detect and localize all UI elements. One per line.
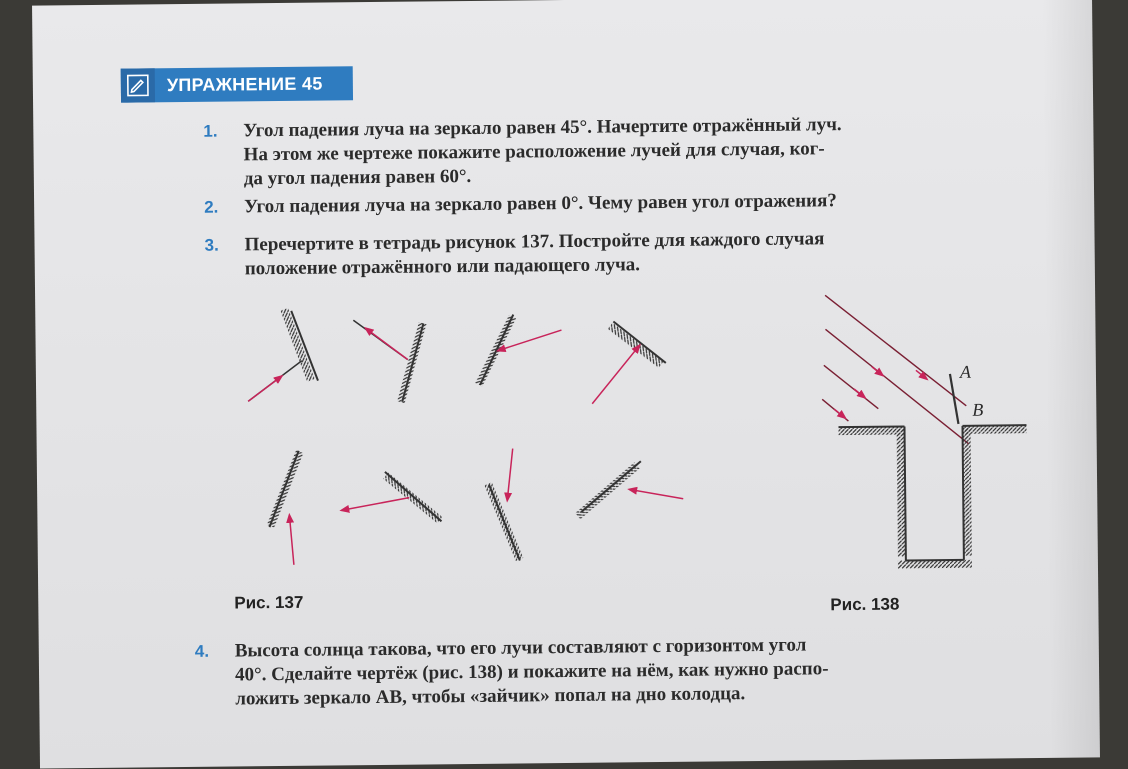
task-line: Угол падения луча на зеркало равен 0°. Чему равен угол отражения? [244,190,837,218]
mirror-case-8 [575,461,684,519]
mirror-case-3 [474,314,562,387]
task-number: 4. [194,641,210,661]
mirror-case-5 [266,450,305,565]
task-number: 3. [204,235,219,255]
label-b: B [972,399,984,420]
mirror-case-2 [353,319,427,403]
mirror-case-6 [341,471,442,524]
task-line: да угол падения равен 60°. [243,165,472,190]
sun-rays [821,294,969,446]
textbook-page [32,0,1100,769]
task-line: Высота солнца такова, что его лучи составляют с горизонтом угол [234,634,807,662]
task-line: Угол падения луча на зеркало равен 45°. Начертите отражённый луч. [243,114,842,142]
exercise-title: УПРАЖНЕНИЕ 45 [166,73,323,95]
figure-137-drawing [247,304,684,566]
task-number: 2. [204,197,219,217]
figure-138-caption: Рис. 138 [830,594,900,615]
figure-137-caption: Рис. 137 [234,592,304,613]
task-line: 40°. Сделайте чертёж (рис. 138) и покажите на нём, как нужно распо- [234,658,829,686]
task-number: 1. [203,121,218,141]
figure-138-drawing [821,293,1028,569]
task-4 [194,631,1036,711]
mirror-case-7 [484,448,523,561]
task-line: Перечертите в тетрадь рисунок 137. Постройте для каждого случая [244,228,825,256]
mirror-case-1 [247,308,318,402]
task-line: ложить зеркало AB, чтобы «зайчик» попал на дно колодца. [235,683,746,710]
task-line: положение отражённого или падающего луча. [244,254,641,280]
well [838,425,1027,569]
task-line: На этом же чертеже покажите расположение лучей для случая, ког- [243,138,825,166]
mirror-case-4 [591,321,666,404]
label-a: A [959,361,972,382]
